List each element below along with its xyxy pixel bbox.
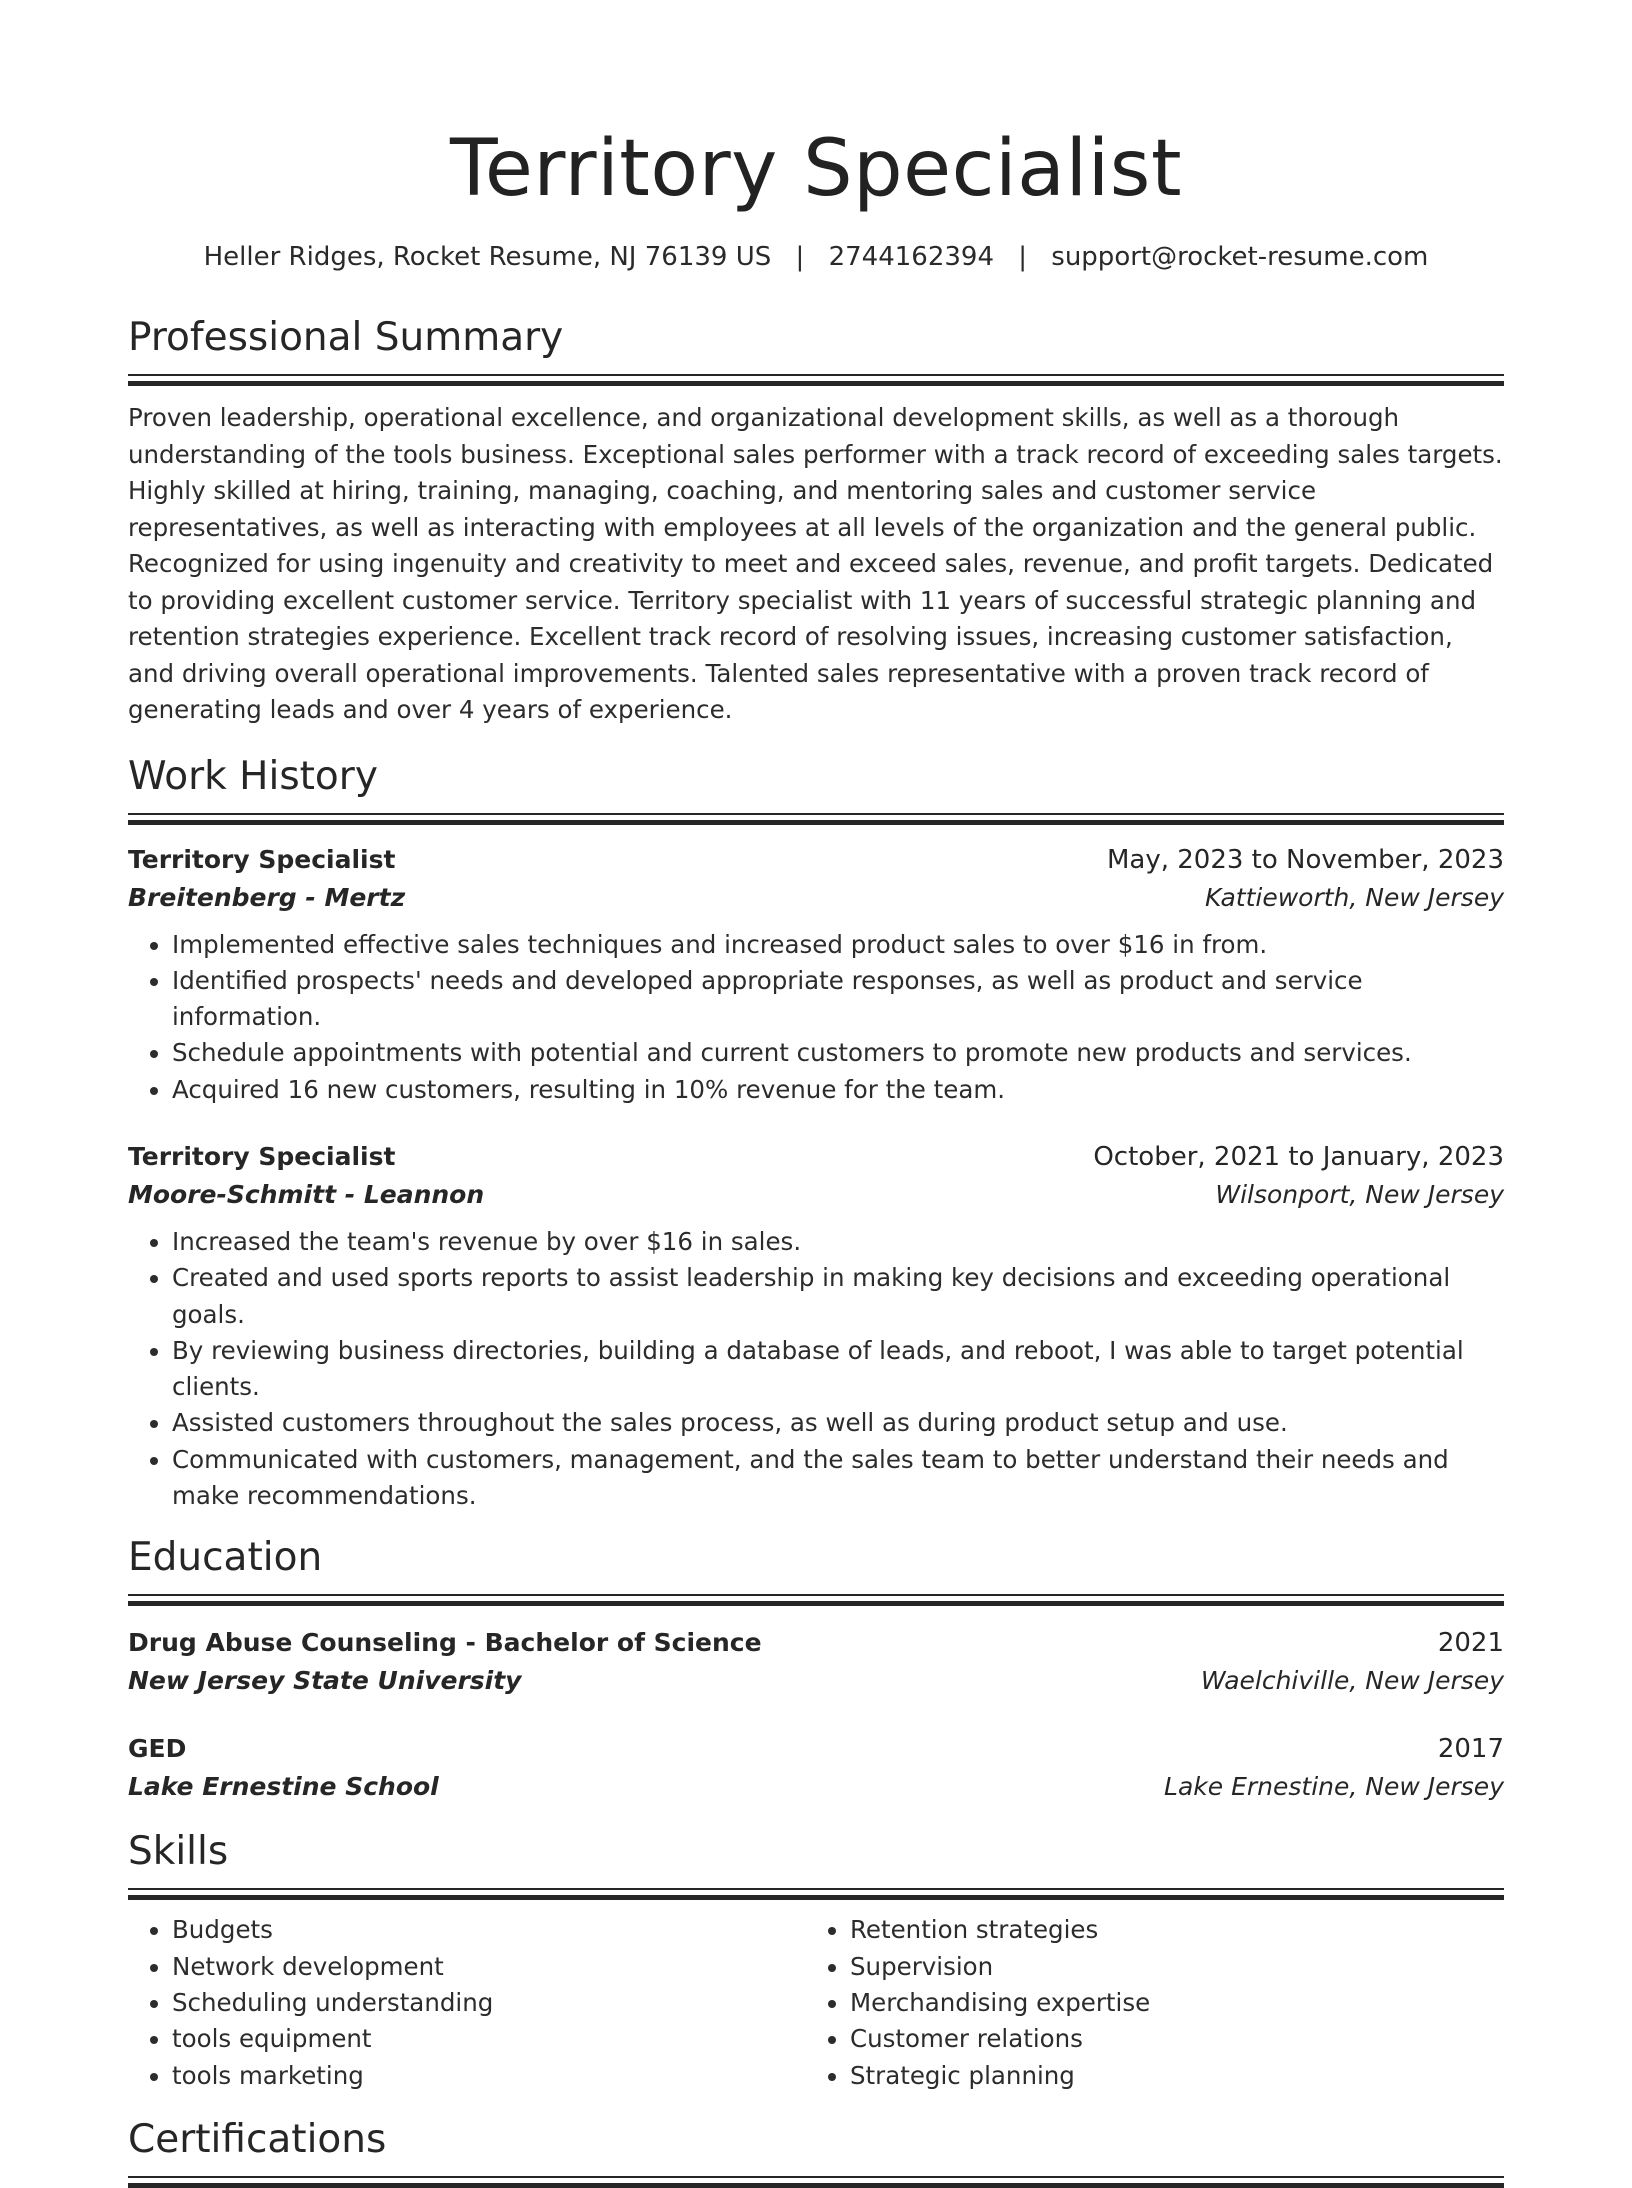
section-title-summary: Professional Summary [128, 315, 564, 360]
section-divider [128, 813, 1504, 825]
job-bullet: • Schedule appointments with potential and current customers to promote new products and services. [172, 1035, 1504, 1071]
education-degree: Drug Abuse Counseling - Bachelor of Science [128, 1628, 762, 1658]
resume-name: Territory Specialist [449, 124, 1183, 214]
section-title-skills: Skills [128, 1829, 229, 1875]
contact-separator: | [795, 242, 805, 272]
work-history-section [128, 753, 1504, 1515]
skill-item: • Budgets [172, 1912, 806, 1948]
education-year: 2021 [1437, 1628, 1504, 1659]
job-company: Moore-Schmitt - Leannon [128, 1179, 485, 1209]
job-bullet: • Created and used sports reports to assist leadership in making key decisions and exceeding operational goals. [172, 1260, 1504, 1333]
skill-item: • Strategic planning [850, 2058, 1150, 2094]
job-bullet: • Identified prospects' needs and developed appropriate responses, as well as product and service information. [172, 963, 1504, 1036]
skill-item: • Supervision [850, 1949, 1150, 1985]
job-company: Breitenberg - Mertz [128, 882, 406, 912]
contact-line [128, 240, 1504, 274]
job-bullet: • Increased the team's revenue by over $16 in sales. [172, 1224, 1504, 1260]
skills-column [806, 1912, 1150, 2093]
job-bullet: • By reviewing business directories, building a database of leads, and reboot, I was able to target potential clients. [172, 1333, 1504, 1406]
job-dates: October, 2021 to January, 2023 [1093, 1141, 1504, 1172]
education-degree: GED [128, 1734, 187, 1764]
education-location: Lake Ernestine, New Jersey [1164, 1772, 1504, 1802]
skills-section [128, 1828, 1504, 2093]
skill-item: • Merchandising expertise [850, 1985, 1150, 2021]
job-location: Kattieworth, New Jersey [1204, 882, 1504, 912]
job-role: Territory Specialist [128, 1141, 396, 1171]
education-school: Lake Ernestine School [128, 1772, 439, 1802]
section-title-education: Education [128, 1535, 323, 1581]
section-title-work-history: Work History [128, 753, 378, 799]
skills-grid [128, 1912, 1504, 2093]
section-divider [128, 374, 1504, 386]
section-divider [128, 1888, 1504, 1900]
skill-item: • tools equipment [172, 2021, 806, 2057]
education-entry [128, 1624, 1504, 1700]
contact-address: Heller Ridges, Rocket Resume, NJ 76139 US [203, 242, 772, 272]
contact-email: support@rocket-resume.com [1051, 242, 1429, 272]
section-title-certifications: Certifications [128, 2116, 387, 2162]
education-entry [128, 1730, 1504, 1806]
job-entry [128, 1138, 1504, 1514]
education-year: 2017 [1437, 1734, 1504, 1765]
job-bullet: • Assisted customers throughout the sales process, as well as during product setup and use. [172, 1405, 1504, 1441]
summary-section [128, 314, 1504, 729]
contact-phone: 2744162394 [828, 242, 994, 272]
education-location: Waelchiville, New Jersey [1200, 1666, 1504, 1696]
education-section [128, 1534, 1504, 1806]
section-divider [128, 1594, 1504, 1606]
job-entry [128, 841, 1504, 1108]
job-bullet: • Implemented effective sales techniques and increased product sales to over $16 in from. [172, 927, 1504, 963]
section-divider [128, 2176, 1504, 2188]
skill-item: • tools marketing [172, 2058, 806, 2094]
skill-item: • Scheduling understanding [172, 1985, 806, 2021]
skill-item: • Retention strategies [850, 1912, 1150, 1948]
skill-item: • Network development [172, 1949, 806, 1985]
resume-page [128, 0, 1504, 2188]
job-location: Wilsonport, New Jersey [1215, 1179, 1504, 1209]
job-dates: May, 2023 to November, 2023 [1106, 844, 1504, 875]
job-bullets [128, 927, 1504, 1108]
education-school: New Jersey State University [128, 1666, 522, 1696]
job-bullet: • Acquired 16 new customers, resulting in 10% revenue for the team. [172, 1072, 1504, 1108]
contact-separator: | [1018, 242, 1028, 272]
skills-column [128, 1912, 806, 2093]
job-role: Territory Specialist [128, 844, 396, 874]
skill-item: • Customer relations [850, 2021, 1150, 2057]
summary-text: Proven leadership, operational excellence, and organizational development skills, as well as a thorough understanding of the tools business. Exceptional sales performer with a track record of exceeding sales targets. Highly skilled at hiring, training, managing, coaching, and mentoring sales and customer service representatives, as well as interacting with employees at all levels of the organization and the general public. Recognized for using ingenuity and creativity to meet and exceed sales, revenue, and profit targets. Dedicated to providing excellent customer service. Territory specialist with 11 years of successful strategic planning and retention strategies experience. Excellent track record of resolving issues, increasing customer satisfaction, and driving overall operational improvements. Talented sales representative with a proven track record of generating leads and over 4 years of experience. [128, 403, 1503, 724]
job-bullets [128, 1224, 1504, 1514]
certifications-section [128, 2116, 1504, 2188]
job-bullet: • Communicated with customers, management, and the sales team to better understand their needs and make recommendations. [172, 1442, 1504, 1515]
